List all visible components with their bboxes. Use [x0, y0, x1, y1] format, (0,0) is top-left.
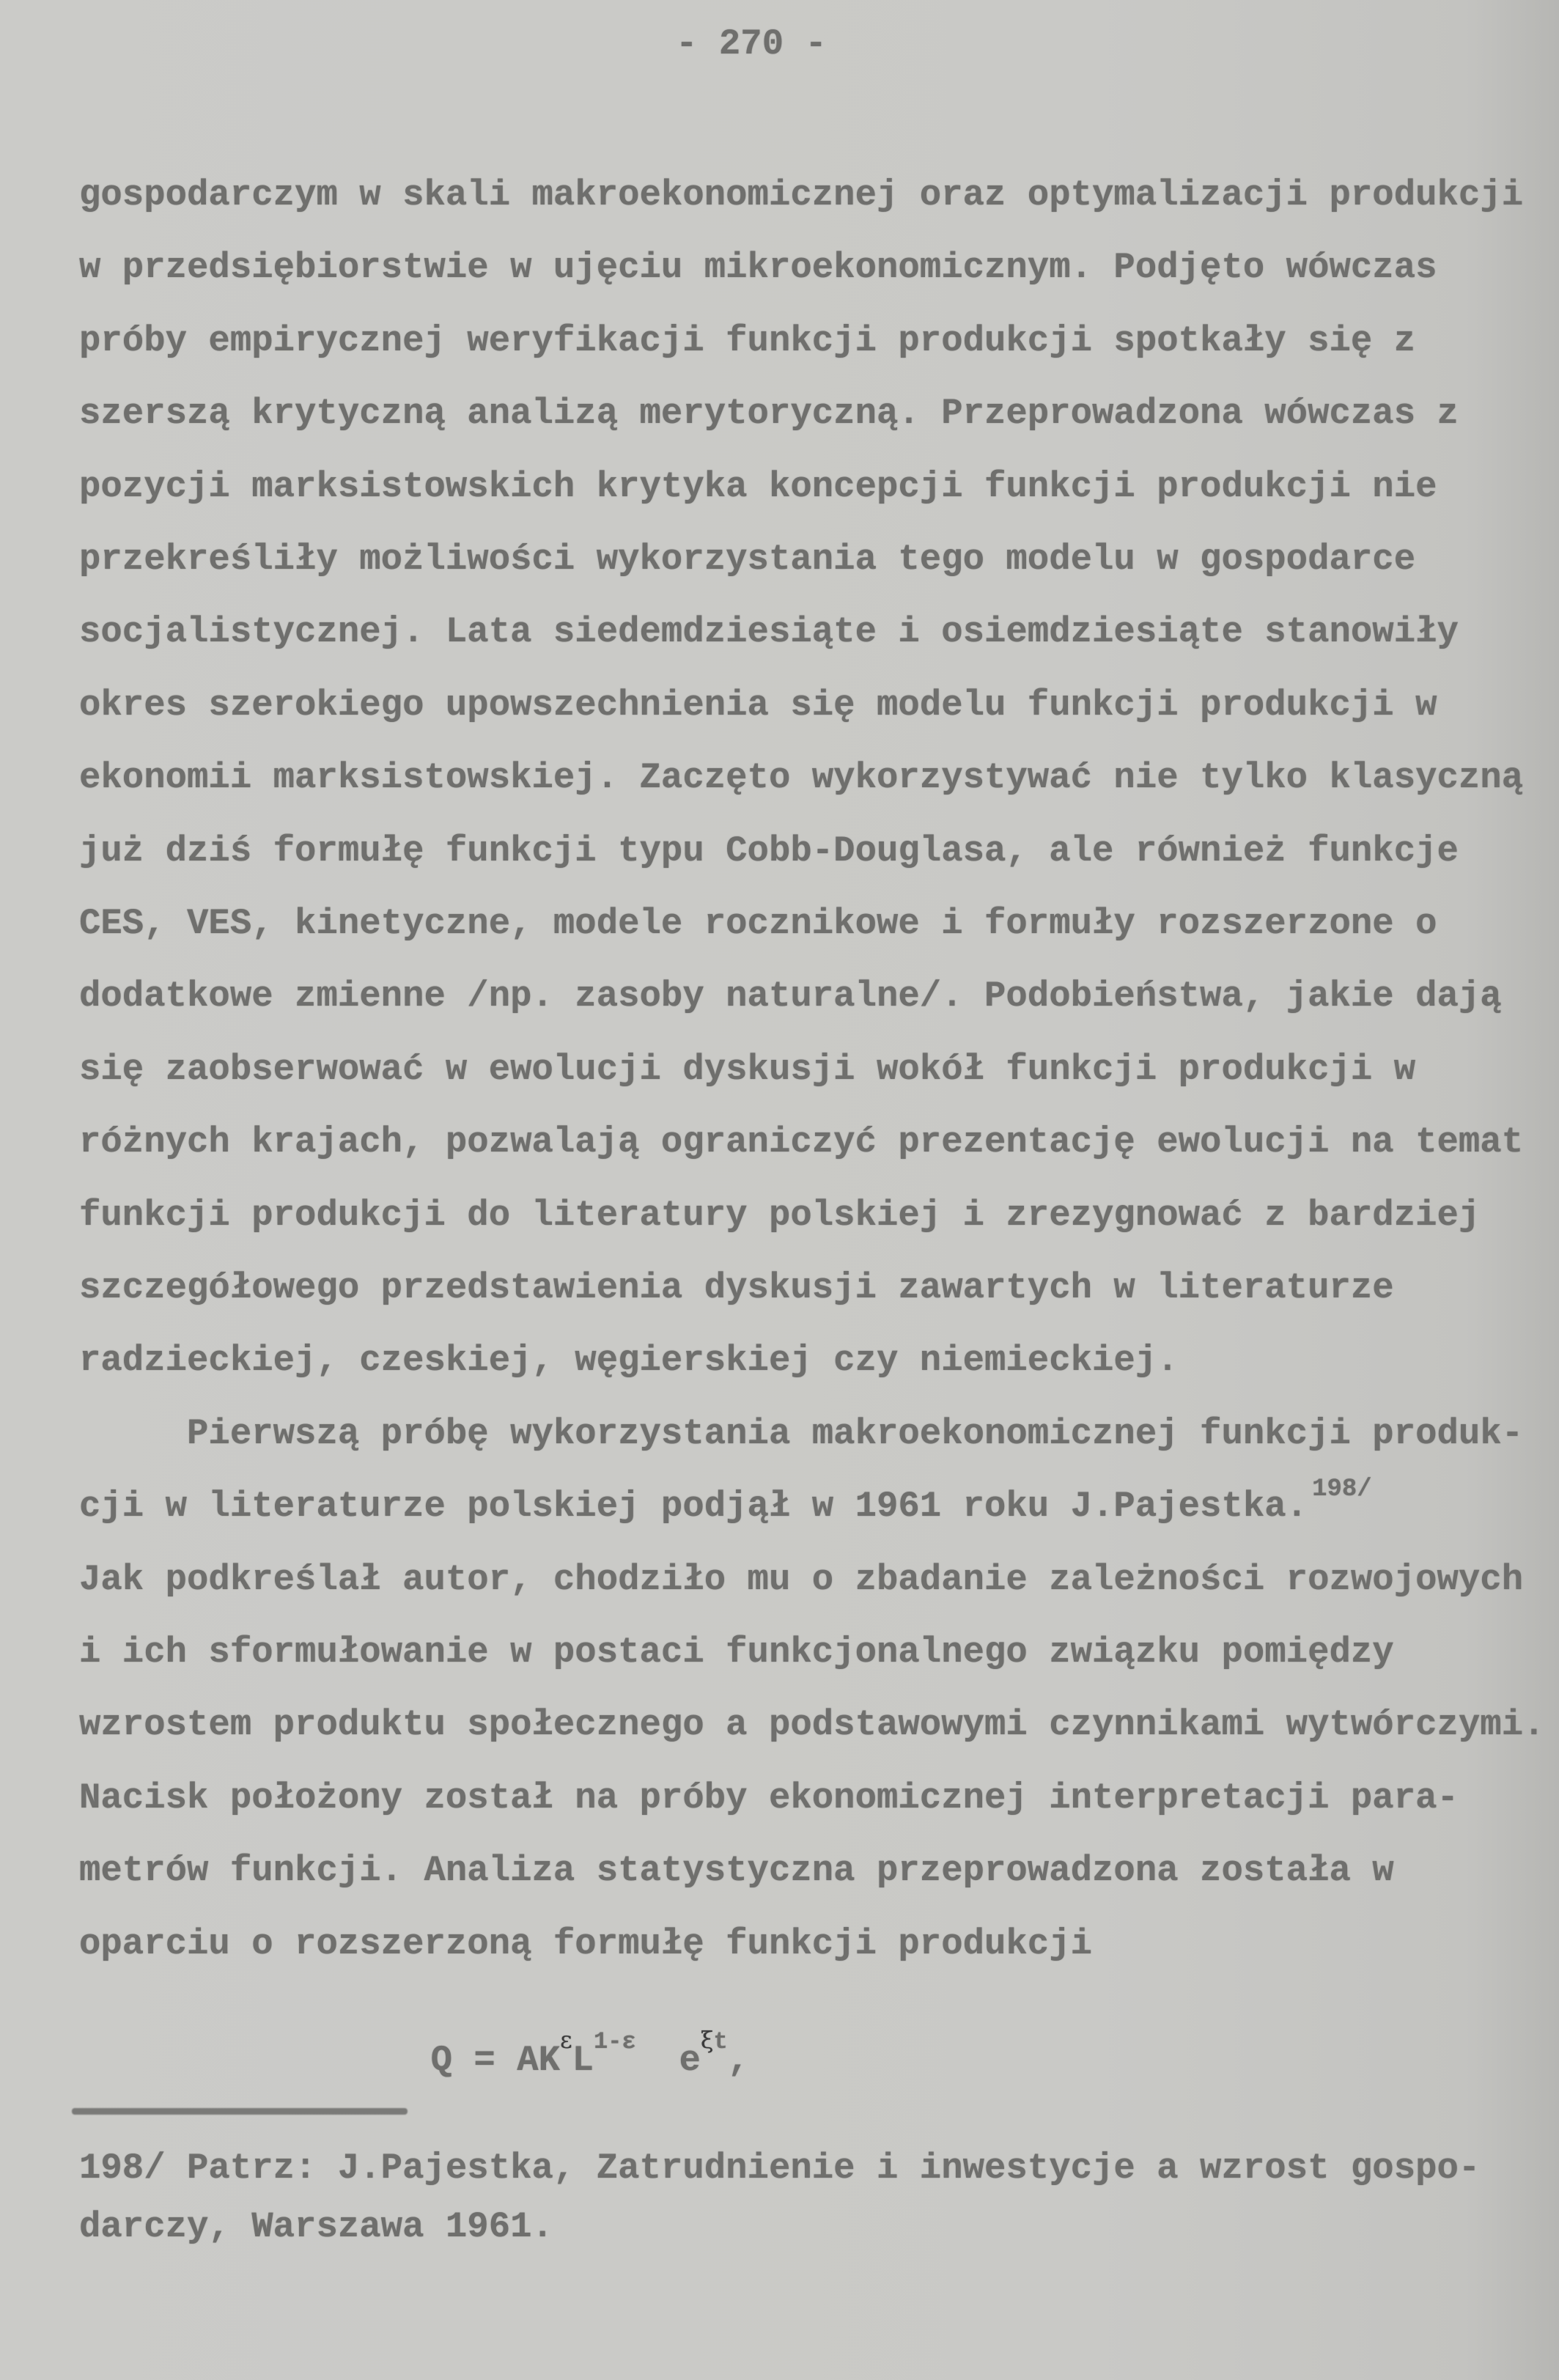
- body-line-text: radzieckiej, czeskiej, węgierskiej czy niemieckiej.: [79, 1340, 1179, 1382]
- body-line-text: cji w literaturze polskiej podjął w 1961 roku J.Pajestka.: [79, 1486, 1308, 1528]
- formula-e: e: [679, 2040, 701, 2081]
- formula-exp-e-greek: ξ: [700, 2026, 714, 2054]
- body-line: [79, 1475, 1372, 1532]
- body-line-text: okres szerokiego upowszechnienia się modelu funkcji produkcji w: [79, 684, 1437, 726]
- footnote-line: darczy, Warszawa 1961.: [79, 2206, 553, 2247]
- body-line: [79, 465, 1437, 509]
- footnote-line: 198/ Patrz: J.Pajestka, Zatrudnienie i inwestycje a wzrost gospo-: [79, 2148, 1481, 2189]
- body-line: [79, 537, 1415, 581]
- body-line-text: socjalistycznej. Lata siedemdziesiąte i osiemdziesiąte stanowiły: [79, 611, 1459, 653]
- body-line: [79, 1922, 1092, 1966]
- body-line-text: oparciu o rozszerzoną formułę funkcji produkcji: [79, 1923, 1093, 1964]
- body-line-text: pozycji marksistowskich krytyka koncepcji funkcji produkcji nie: [79, 465, 1437, 507]
- body-line-text: różnych krajach, pozwalają ograniczyć prezentację ewolucji na temat: [79, 1121, 1524, 1163]
- formula-l: L: [572, 2040, 594, 2081]
- body-line-text: dodatkowe zmienne /np. zasoby naturalne/. Podobieństwa, jakie dają: [79, 976, 1502, 1017]
- body-line: [79, 1193, 1480, 1237]
- body-line: [79, 683, 1437, 727]
- body-line-text: już dziś formułę funkcji typu Cobb-Douglasa, ale również funkcje: [79, 830, 1459, 872]
- footnote-separator: [72, 2108, 408, 2115]
- body-line: [79, 1630, 1394, 1674]
- body-line: [79, 1776, 1459, 1820]
- body-line-text: funkcji produkcji do literatury polskiej i zrezygnować z bardziej: [79, 1194, 1481, 1236]
- body-line-text: wzrostem produktu społecznego a podstawowymi czynnikami wytwórczymi.: [79, 1704, 1545, 1746]
- page-number: - 270 -: [676, 23, 827, 65]
- body-line-text: ekonomii marksistowskiej. Zaczęto wykorzystywać nie tylko klasyczną: [79, 757, 1524, 799]
- body-line-text: Pierwszą próbę wykorzystania makroekonomicznej funkcji produk-: [79, 1412, 1524, 1454]
- body-line: [79, 1338, 1179, 1382]
- body-line-text: Nacisk położony został na próby ekonomicznej interpretacji para-: [79, 1777, 1459, 1819]
- body-line: [79, 319, 1415, 363]
- body-line-text: przekreśliły możliwości wykorzystania tego modelu w gospodarce: [79, 539, 1416, 580]
- formula-exp-k: ε: [560, 2026, 572, 2054]
- body-line-text: CES, VES, kinetyczne, modele rocznikowe i formuły rozszerzone o: [79, 903, 1437, 944]
- formula-exp-e-t: t: [713, 2028, 728, 2055]
- body-line-text: szczegółowego przedstawienia dyskusji zawartych w literaturze: [79, 1267, 1394, 1308]
- footnote-reference[interactable]: 198/: [1312, 1475, 1372, 1504]
- body-line-text: próby empirycznej weryfikacji funkcji produkcji spotkały się z: [79, 320, 1416, 361]
- body-line: [79, 173, 1523, 217]
- body-line: [79, 974, 1502, 1018]
- body-line: [79, 1412, 1523, 1456]
- body-line-text: gospodarczym w skali makroekonomicznej oraz optymalizacji produkcji: [79, 174, 1524, 215]
- body-line-text: się zaobserwować w ewolucji dyskusji wokół funkcji produkcji w: [79, 1048, 1416, 1090]
- body-line-text: i ich sformułowanie w postaci funkcjonalnego związku pomiędzy: [79, 1632, 1394, 1673]
- body-line-text: Jak podkreślał autor, chodziło mu o zbadanie zależności rozwojowych: [79, 1558, 1524, 1600]
- body-line: [79, 246, 1437, 290]
- body-line: [79, 610, 1459, 654]
- body-line: [79, 1047, 1415, 1091]
- formula-tail: ,: [727, 2040, 750, 2081]
- body-line: [79, 1849, 1394, 1893]
- body-line: [79, 902, 1437, 946]
- formula-exp-l: 1-ε: [594, 2028, 636, 2055]
- body-line-text: szerszą krytyczną analizą merytoryczną. Przeprowadzona wówczas z: [79, 393, 1459, 435]
- body-line-text: metrów funkcji. Analiza statystyczna przeprowadzona została w: [79, 1850, 1394, 1892]
- body-line-text: w przedsiębiorstwie w ujęciu mikroekonomicznym. Podjęto wówczas: [79, 247, 1437, 289]
- body-line: [79, 1266, 1394, 1310]
- body-line: [79, 756, 1523, 800]
- body-line: [79, 391, 1459, 435]
- body-line: [79, 1558, 1523, 1602]
- body-line: [79, 1703, 1545, 1747]
- body-line: [79, 829, 1459, 873]
- body-line: [79, 1120, 1523, 1164]
- formula-lhs: Q = AK: [430, 2040, 561, 2081]
